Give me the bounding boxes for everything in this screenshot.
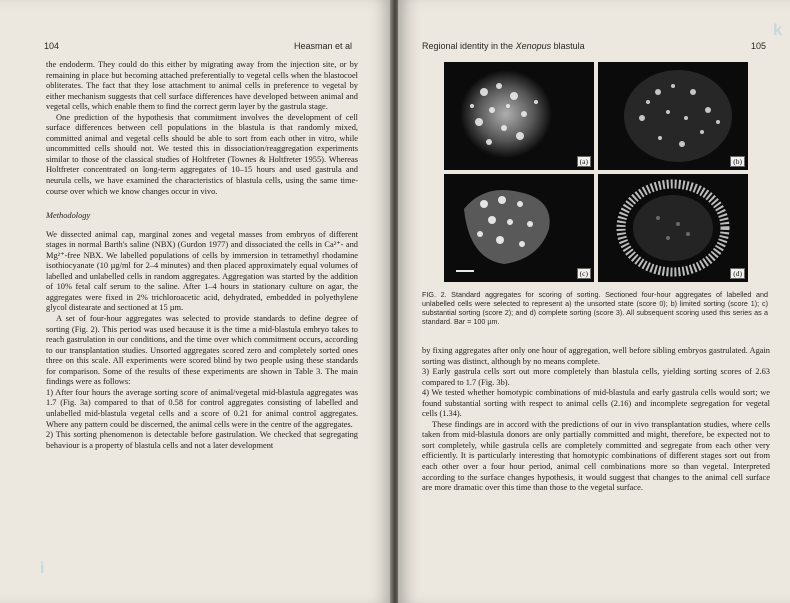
micrograph-a-image — [444, 62, 594, 170]
running-head-prefix: Regional identity in the — [422, 41, 516, 51]
figure-caption — [422, 290, 768, 326]
micrograph-b-image — [598, 62, 748, 170]
running-head-species: Xenopus — [515, 41, 552, 51]
panel-label-c: (c) — [577, 268, 591, 279]
right-page-number: 105 — [750, 41, 766, 51]
panel-label-a: (a) — [577, 156, 591, 167]
watermark-glyph: i — [40, 560, 45, 577]
paragraph: the endoderm. They could do this either by migrating away from the injection site, or by remaining in place but becoming attached preferentially to vegetal cells when the blastocoel obliterates. The fact that they lose attachment to animal cells in preference to vegetal by either mechanism suggests that cell surface differences have developed between animal and vegetal cells, which enable them to find the correct germ layer by the gastrula stage. — [46, 60, 358, 112]
paragraph: 1) After four hours the average sorting score of animal/vegetal mid-blastula aggregates was 1.7 (Fig. 3a) compared to that of 0.58 for control aggregates consisting of labelled and unlabelled mid-blastula vegetal cells and a score of 0.21 for animal control aggregates. Where any pattern could be discerned, the animal cells were in the centre of the aggregates. — [46, 387, 358, 429]
micrograph-d-image — [598, 174, 748, 282]
paragraph: 3) Early gastrula cells sort out more completely than blastula cells, yielding sorting scores of 2.63 compared to 1.7 (Fig. 3b). — [422, 367, 770, 387]
panel-label-d: (d) — [730, 268, 745, 279]
right-body-text — [422, 346, 770, 494]
section-heading: Methodology — [46, 211, 91, 221]
caption-text: FIG. 2. Standard aggregates for scoring of sorting. Sectioned four-hour aggregates of labelled and unlabelled cells were selected to represent a) the unsorted state (score 0); b) limited sorting (score 1); c) substantial sorting (score 2); and d) complete sorting (score 3). All subsequent scoring used this series as a standard. Bar = 100 µm. — [422, 290, 768, 327]
left-running-head: Heasman et al — [293, 41, 352, 51]
panel-label-b: (b) — [730, 156, 745, 167]
paragraph: A set of four-hour aggregates was selected to provide standards to define degree of sorting (Fig. 2). This period was used because it is the time a mid-blastula embryo takes to reach gastrulation in our conditions, and the time over which commitment occurs, according to our transplantation studies. Unsorted aggregates scored zero and completely sorted ones three on this scale. All experiments were scored blind by two people using these standards for comparison. Some of the results of these experiments are shown in Table 3. The main findings were as follows: — [46, 314, 358, 387]
paragraph: We dissected animal cap, marginal zones and vegetal masses from embryos of different stages in normal Barth's saline (NBX) (Gurdon 1977) and dissociated the cells in Ca²⁺- and Mg²⁺-free NBX. We labelled populations of cells by immersion in tetramethyl rhodamine isothiocyanate (10 µg/ml for 2–4 minutes) and then placed approximately equal volumes of labelled and unlabelled cells in random aggregates. Aggregation was started by the addition of 10% fetal calf serum to the saline. After 1–4 hours in stationary culture on agar, the aggregates were fixed in 2% trichloroacetic acid, dehydrated, embedded in polyethylene glycol distearate and sectioned at 15 µm. — [46, 229, 358, 313]
paragraph: One prediction of the hypothesis that commitment involves the development of cell surface differences between cell populations in the blastula is that randomly mixed, committed animal and vegetal cells should be able to sort from each other in vitro, while uncommitted cells should not. We tested this in dissociation/reaggregation experiments similar to those of the classical studies of Holtfreter (Townes & Holtfreter 1955). Whereas Holtfreter concentrated on long-term aggregates of 10–15 hours and used gastrula and neurula cells, we have examined the characteristics of blastula cells, using the same time-course over which we know changes occur in vivo. — [46, 112, 358, 196]
scale-bar — [456, 270, 474, 272]
paragraph: 2) This sorting phenomenon is detectable before gastrulation. We checked that segregating behaviour is a property of blastula cells and not a later development — [46, 430, 358, 450]
paragraph: 4) We tested whether homotypic combinations of mid-blastula and early gastrula cells would sort; we found substantial sorting with respect to animal cells (2.16) and incomplete segregation for vegetal cells (1.34). — [422, 388, 770, 419]
micrograph-panel-c — [444, 174, 594, 282]
right-running-head — [422, 41, 585, 51]
left-body-text — [46, 60, 358, 451]
watermark-glyph: k — [773, 22, 782, 39]
left-page-number: 104 — [44, 41, 60, 51]
micrograph-panel-b — [598, 62, 748, 170]
left-page — [0, 0, 392, 603]
running-head-suffix: blastula — [551, 41, 585, 51]
paragraph: These findings are in accord with the predictions of our in vivo transplantation studies, where cells taken from mid-blastula donors are only partially committed and might, therefore, be expected not to sort completely, while gastrula cells are completely committed and segregate from each other very efficiently. It is particularly interesting that homotypic combinations of different stages sort out from each other over a four hour period, animal cell combinations more so than vegetal. Interpreted according to the surface changes hypothesis, it would suggest that changes to the animal cell surface are more dramatic over this time than those to the vegetal surface. — [422, 419, 770, 493]
micrograph-panel-d — [598, 174, 748, 282]
figure-2-micrographs — [444, 62, 748, 282]
micrograph-c-image — [444, 174, 594, 282]
paragraph: by fixing aggregates after only one hour of aggregation, well before sibling embryos gastrulated. Again sorting was distinct, although by no means complete. — [422, 346, 770, 366]
right-page — [398, 0, 790, 603]
micrograph-panel-a — [444, 62, 594, 170]
